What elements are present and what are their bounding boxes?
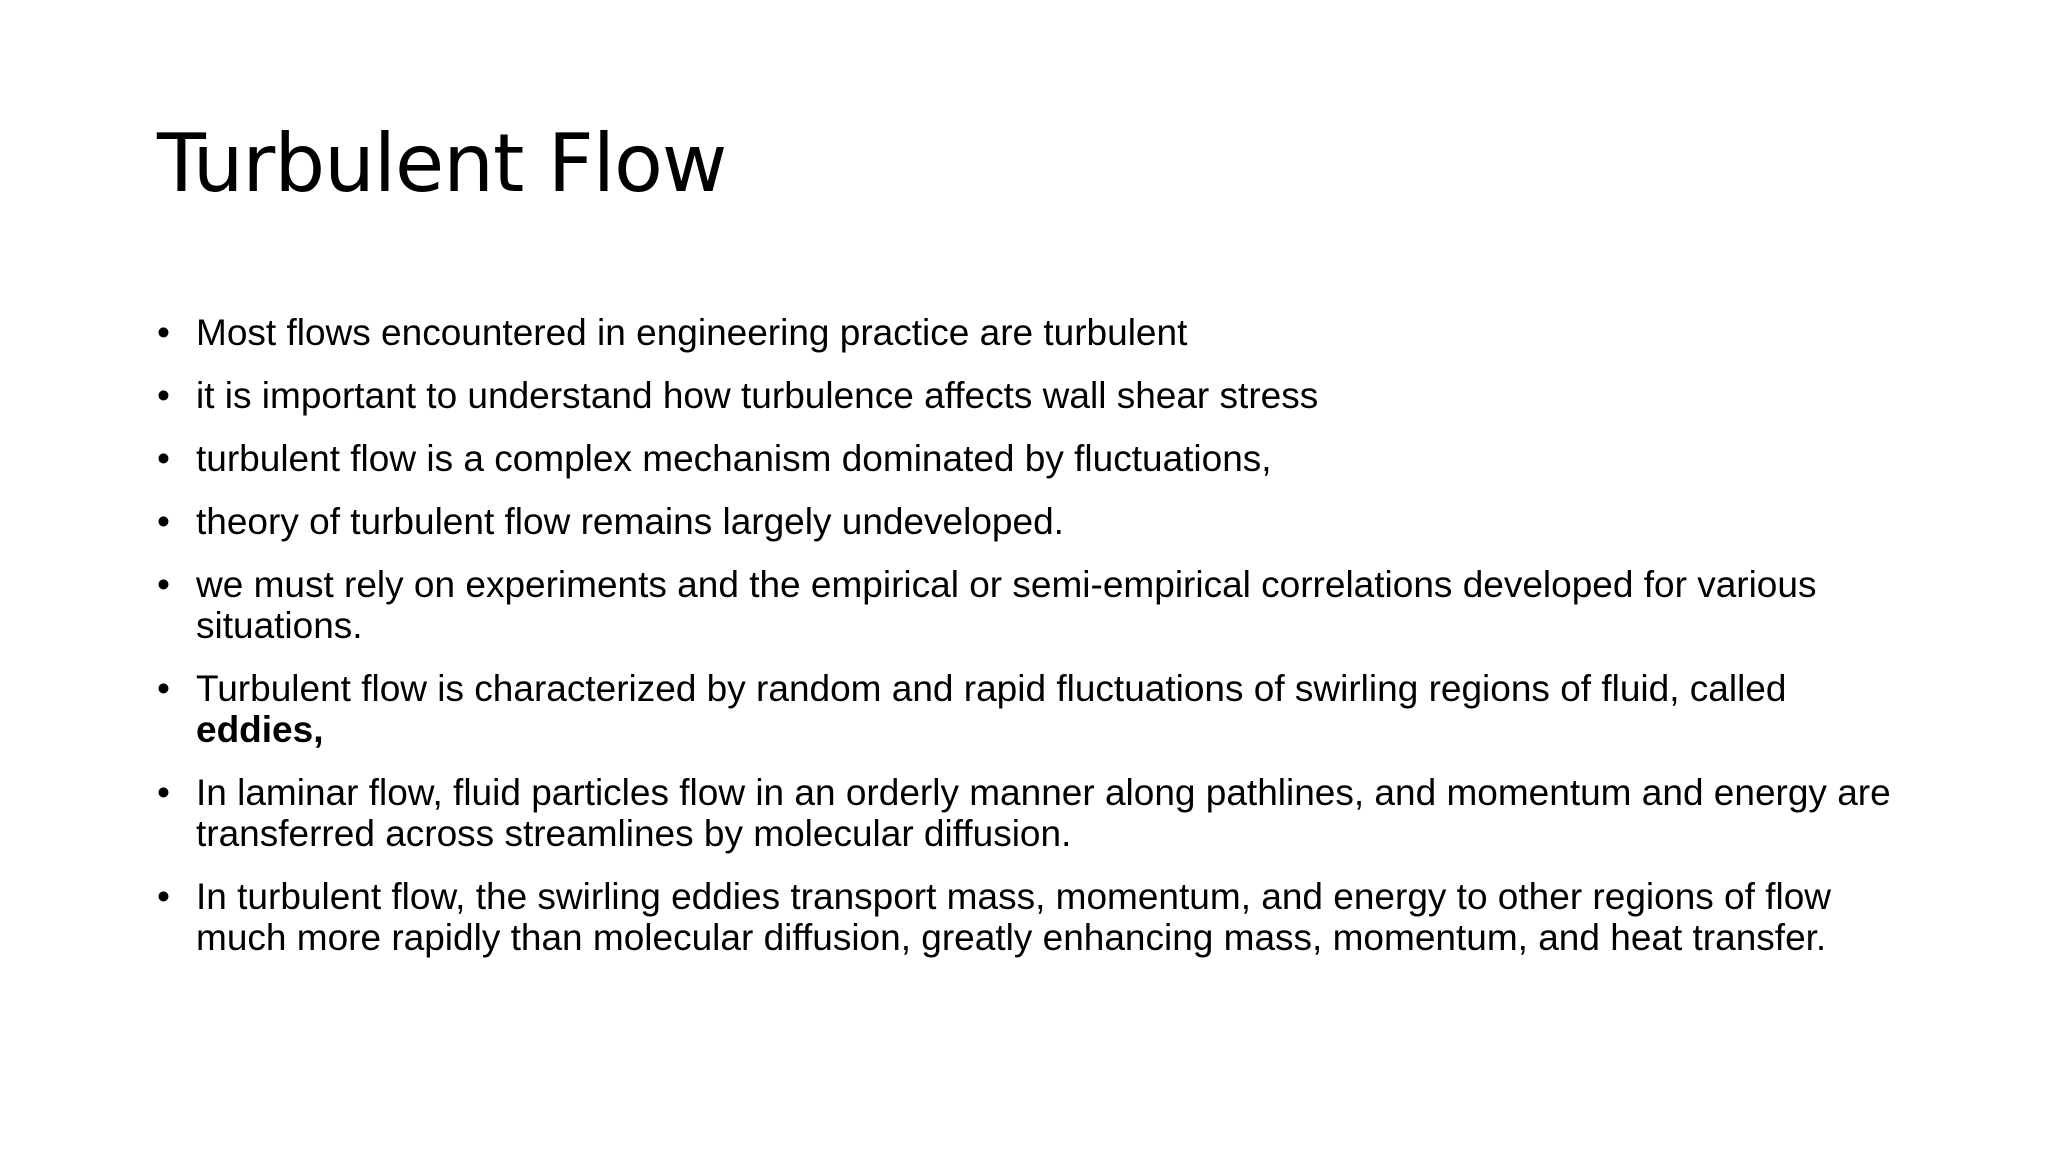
slide-title: Turbulent Flow xyxy=(157,117,727,210)
bullet-bold-term: eddies, xyxy=(196,709,324,750)
bullet-text: theory of turbulent flow remains largely undeveloped. xyxy=(196,501,1064,542)
bullet-item xyxy=(157,501,1917,542)
bullet-item xyxy=(157,438,1917,479)
bullet-text: In laminar flow, fluid particles flow in an orderly manner along pathlines, and momentum and energy are transferred across streamlines by molecular diffusion. xyxy=(196,772,1891,854)
bullet-text: it is important to understand how turbulence affects wall shear stress xyxy=(196,375,1319,416)
bullet-text: In turbulent flow, the swirling eddies transport mass, momentum, and energy to other regions of flow much more rapidly than molecular diffusion, greatly enhancing mass, momentum, and heat transfer. xyxy=(196,876,1831,958)
bullet-marker: • xyxy=(157,772,170,813)
bullet-item xyxy=(157,772,1917,854)
bullet-marker: • xyxy=(157,375,170,416)
bullet-text: Most flows encountered in engineering practice are turbulent xyxy=(196,312,1188,353)
bullet-marker: • xyxy=(157,564,170,605)
bullet-marker: • xyxy=(157,501,170,542)
bullet-text: we must rely on experiments and the empirical or semi-empirical correlations developed for various situations. xyxy=(196,564,1817,646)
bullet-list xyxy=(157,312,1917,980)
bullet-item xyxy=(157,668,1917,750)
bullet-item xyxy=(157,564,1917,646)
bullet-item xyxy=(157,375,1917,416)
bullet-marker: • xyxy=(157,668,170,709)
bullet-text: Turbulent flow is characterized by random and rapid fluctuations of swirling regions of fluid, called xyxy=(196,668,1787,709)
bullet-marker: • xyxy=(157,312,170,353)
bullet-item xyxy=(157,876,1917,958)
bullet-marker: • xyxy=(157,438,170,479)
bullet-item xyxy=(157,312,1917,353)
bullet-marker: • xyxy=(157,876,170,917)
bullet-text: turbulent flow is a complex mechanism dominated by fluctuations, xyxy=(196,438,1272,479)
